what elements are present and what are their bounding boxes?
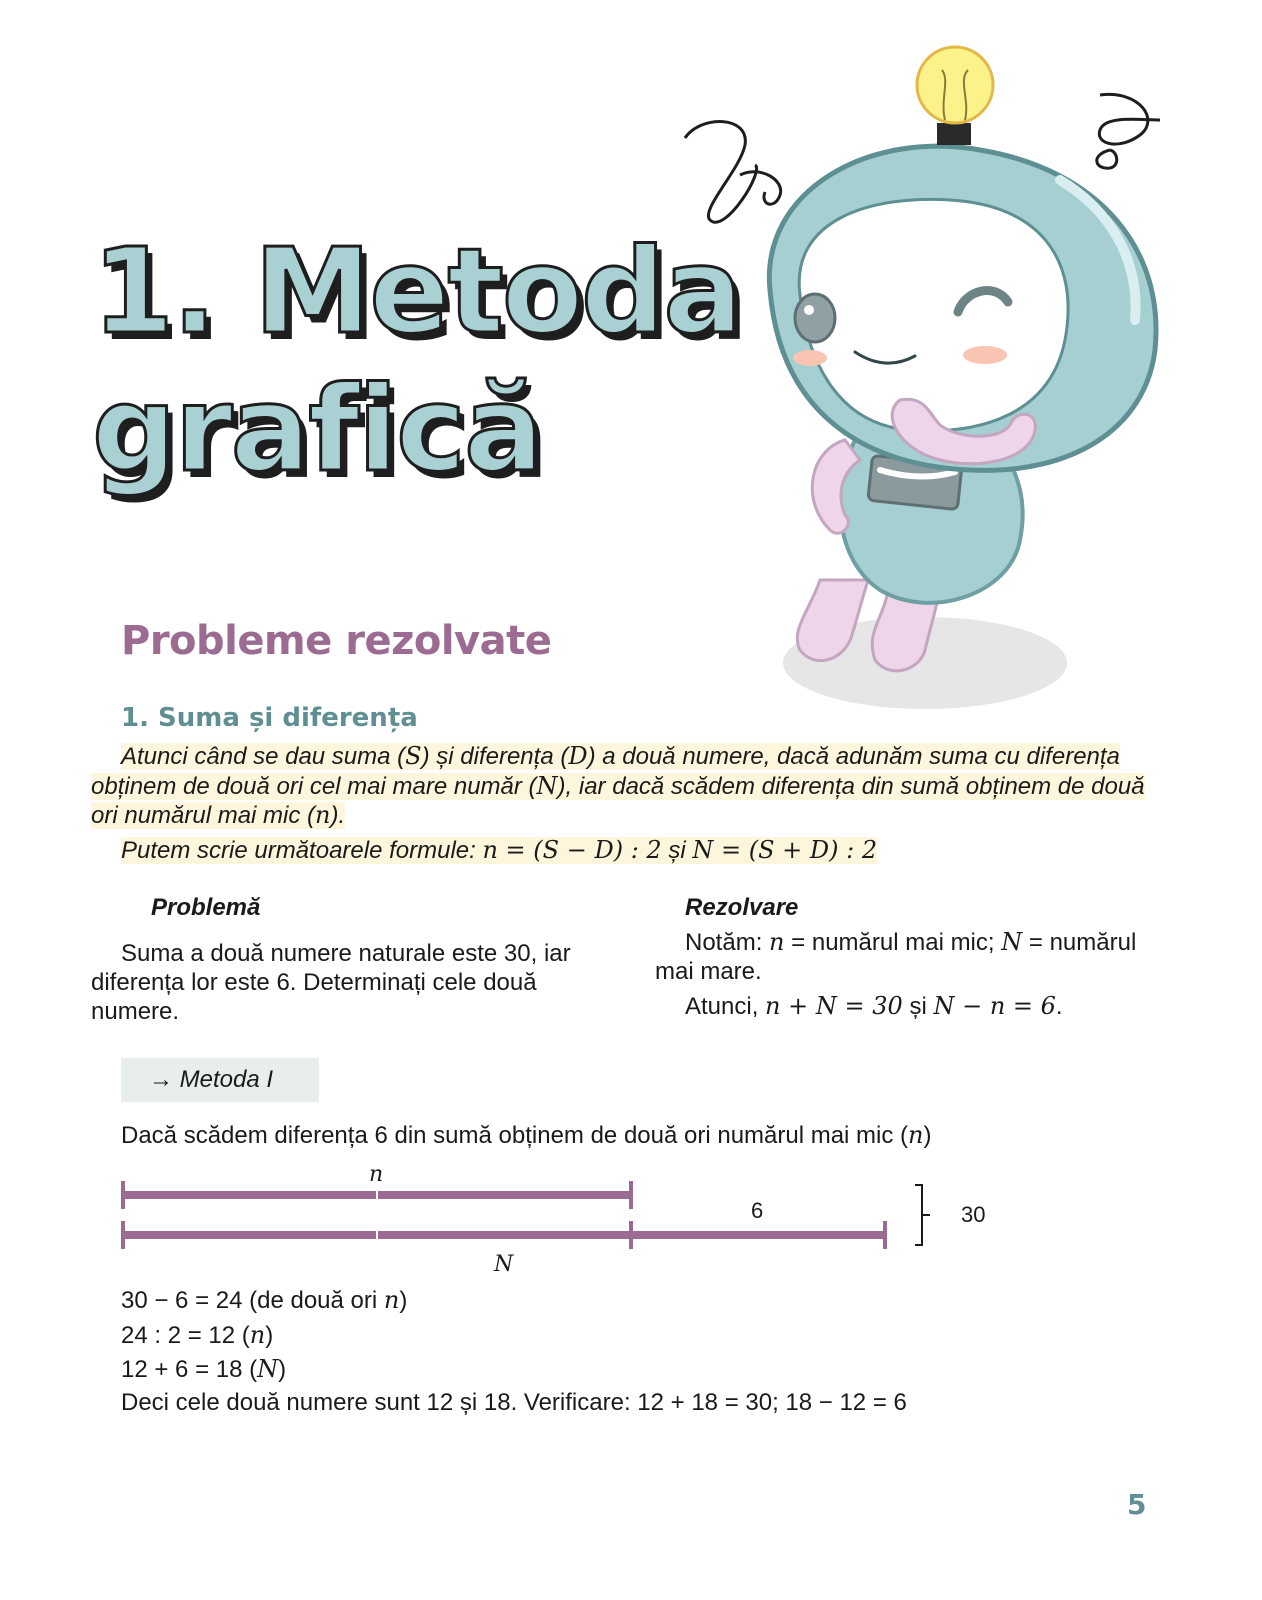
intro-paragraph-1: Atunci când se dau suma (S) și diferența (D) a două numere, dacă adunăm suma cu diferența obținem de două ori cel mai mare număr (N), iar dacă scădem diferența din sumă obținem de două ori numărul mai mic (n). xyxy=(91,742,1145,829)
bulb-base xyxy=(937,123,971,145)
problem-text: Suma a două numere naturale este 30, iar diferența lor este 6. Determinați cele două numere. xyxy=(91,940,571,1025)
step-2: 24 : 2 = 12 (n) xyxy=(121,1321,274,1349)
method-label: → Metoda I xyxy=(149,1066,274,1093)
segment-diagram xyxy=(110,1170,1010,1270)
diagram-label-n: n xyxy=(369,1162,384,1187)
conclusion: Deci cele două numere sunt 12 și 18. Verificare: 12 + 18 = 30; 18 − 12 = 6 xyxy=(121,1389,907,1416)
method-intro: Dacă scădem diferența 6 din sumă obținem de două ori numărul mai mic (n) xyxy=(121,1121,932,1149)
solution-heading: Rezolvare xyxy=(685,894,799,921)
step-3: 12 + 6 = 18 (N) xyxy=(121,1355,287,1383)
solution-line-1: Notăm: n = numărul mai mic; N = numărul mai mare. xyxy=(655,928,1137,985)
diagram-label-N: N xyxy=(494,1252,514,1277)
page-title-line-1: 1. Metoda xyxy=(92,222,742,360)
problem-heading: Problemă xyxy=(151,894,261,921)
formula-n: n = (S − D) : 2 xyxy=(482,836,662,864)
step-1: 30 − 6 = 24 (de două ori n) xyxy=(121,1286,408,1314)
solution-line-2: Atunci, n + N = 30 și N − n = 6. xyxy=(685,992,1063,1020)
intro-paragraph-2: Putem scrie următoarele formule: n = (S − D) : 2 și N = (S + D) : 2 xyxy=(121,836,878,864)
bar-N xyxy=(123,1231,885,1239)
robot-mascot-illustration xyxy=(640,20,1240,710)
method-label-box xyxy=(121,1058,319,1102)
diagram-label-sum: 30 xyxy=(961,1202,986,1227)
diagram-label-difference: 6 xyxy=(751,1198,764,1223)
swirl-right-icon xyxy=(1099,94,1160,144)
section-title: Probleme rezolvate xyxy=(121,618,552,664)
page-title-line-2: grafică xyxy=(92,360,542,498)
page-number: 5 xyxy=(1127,1488,1147,1521)
sum-brace xyxy=(915,1185,930,1245)
subsection-title: 1. Suma și diferența xyxy=(121,703,418,733)
formula-N: N = (S + D) : 2 xyxy=(692,836,878,864)
lightbulb-icon xyxy=(917,47,993,123)
